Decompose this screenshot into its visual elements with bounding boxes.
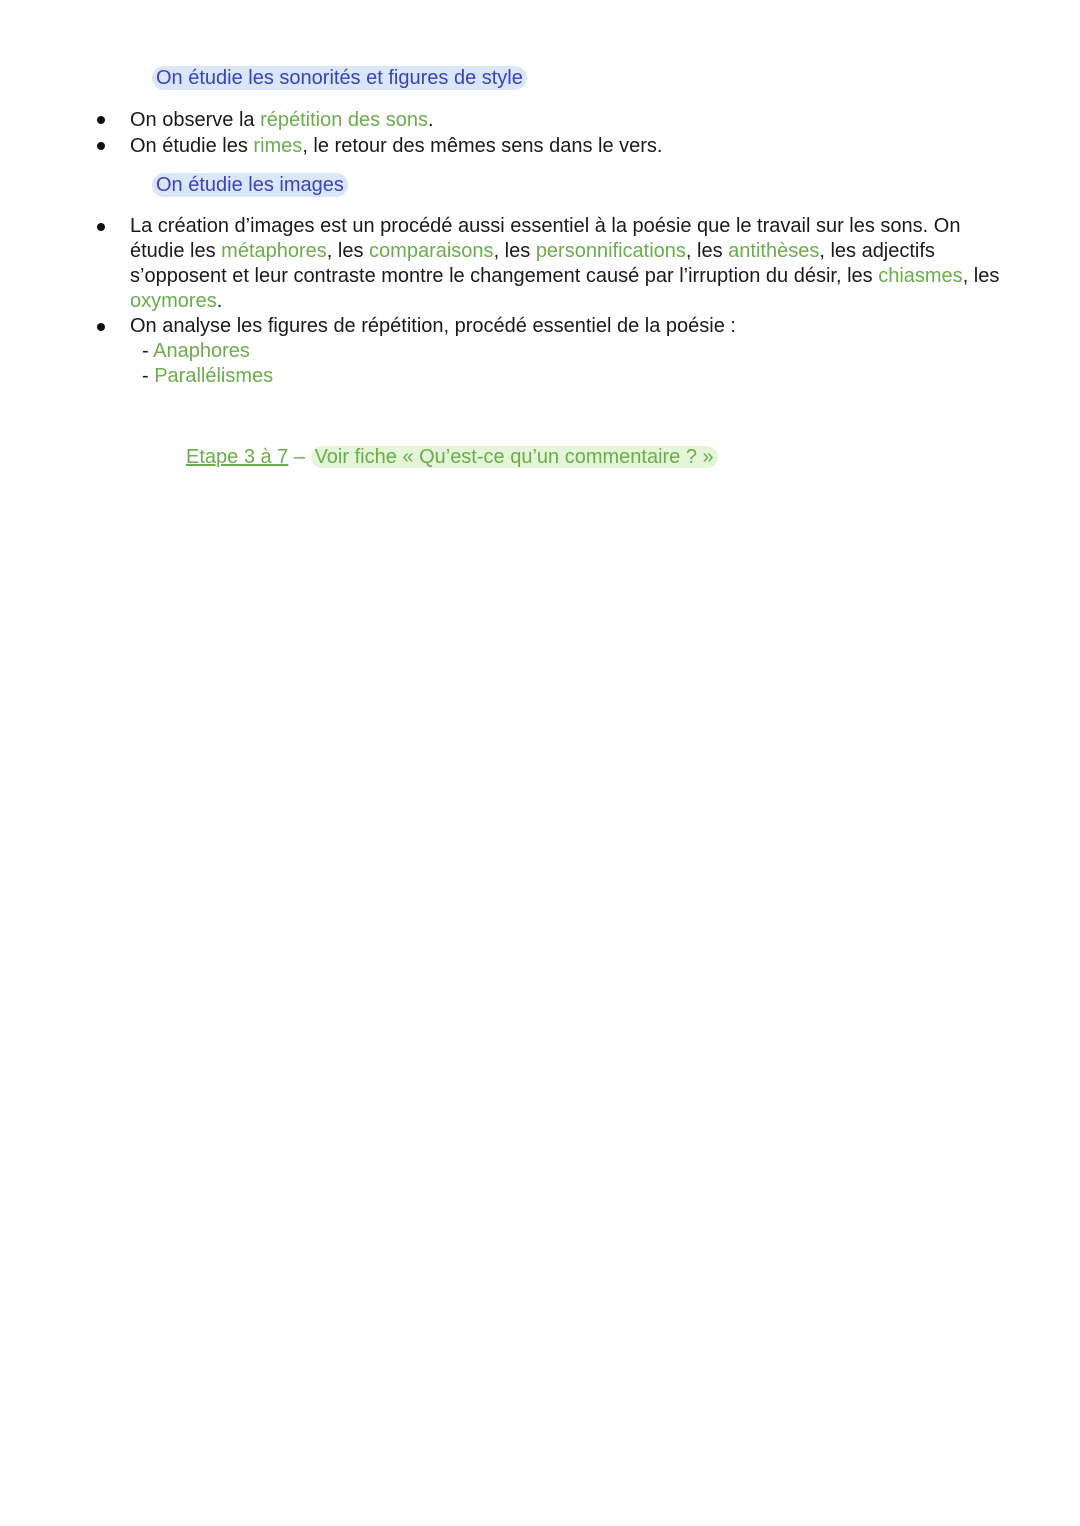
item-text: La création d’images est un procédé aussi essentiel à la poésie que le travail sur les sons. On étudie les — [130, 215, 961, 262]
item-text: . — [427, 109, 434, 131]
sub-item-dash: - — [142, 340, 154, 362]
list-item — [0, 214, 1010, 314]
step-link[interactable]: Etape 3 à 7 — [186, 446, 289, 468]
item-text: On étudie les — [130, 135, 254, 157]
keyword: Anaphores — [153, 340, 250, 362]
reference-text: Voir fiche « Qu’est-ce qu’un commentaire ? » — [311, 446, 718, 468]
list-item — [0, 107, 1010, 133]
keyword: répétition des sons — [260, 109, 428, 131]
keyword: comparaisons — [369, 240, 494, 262]
keyword: rimes — [253, 135, 303, 157]
item-text: . — [216, 290, 223, 312]
item-text: , les adjectifs s’opposent et leur contraste montre le changement causé par l’irruption du désir, les — [130, 240, 935, 287]
item-text: , les — [685, 240, 729, 262]
item-text: On observe la — [130, 109, 261, 131]
keyword: Parallélismes — [154, 365, 274, 387]
separator: – — [288, 446, 311, 468]
sonorites-list — [0, 107, 1010, 159]
footer-reference — [186, 444, 718, 470]
sub-item-dash: - — [142, 365, 155, 387]
bullet-icon — [97, 323, 105, 331]
item-text: , les — [493, 240, 536, 262]
keyword: métaphores — [221, 240, 327, 262]
list-item — [0, 314, 1010, 389]
item-text: , le retour des mêmes sens dans le vers. — [302, 135, 663, 157]
keyword: chiasmes — [878, 265, 963, 287]
bullet-icon — [97, 116, 105, 124]
keyword: personnifications — [535, 240, 686, 262]
item-text: On analyse les figures de répétition, procédé essentiel de la poésie : — [130, 315, 736, 337]
sub-list-item — [130, 364, 1010, 389]
keyword: oxymores — [130, 290, 217, 312]
list-item — [0, 133, 1010, 159]
section-heading-sonorites: On étudie les sonorités et figures de style — [152, 66, 527, 90]
bullet-icon — [97, 142, 105, 150]
item-text: , les — [326, 240, 370, 262]
section-heading-images: On étudie les images — [152, 173, 348, 197]
sub-list-item — [130, 339, 1010, 364]
bullet-icon — [97, 223, 105, 231]
images-list — [0, 214, 1010, 389]
item-text: , les — [962, 265, 1000, 287]
keyword: antithèses — [728, 240, 820, 262]
